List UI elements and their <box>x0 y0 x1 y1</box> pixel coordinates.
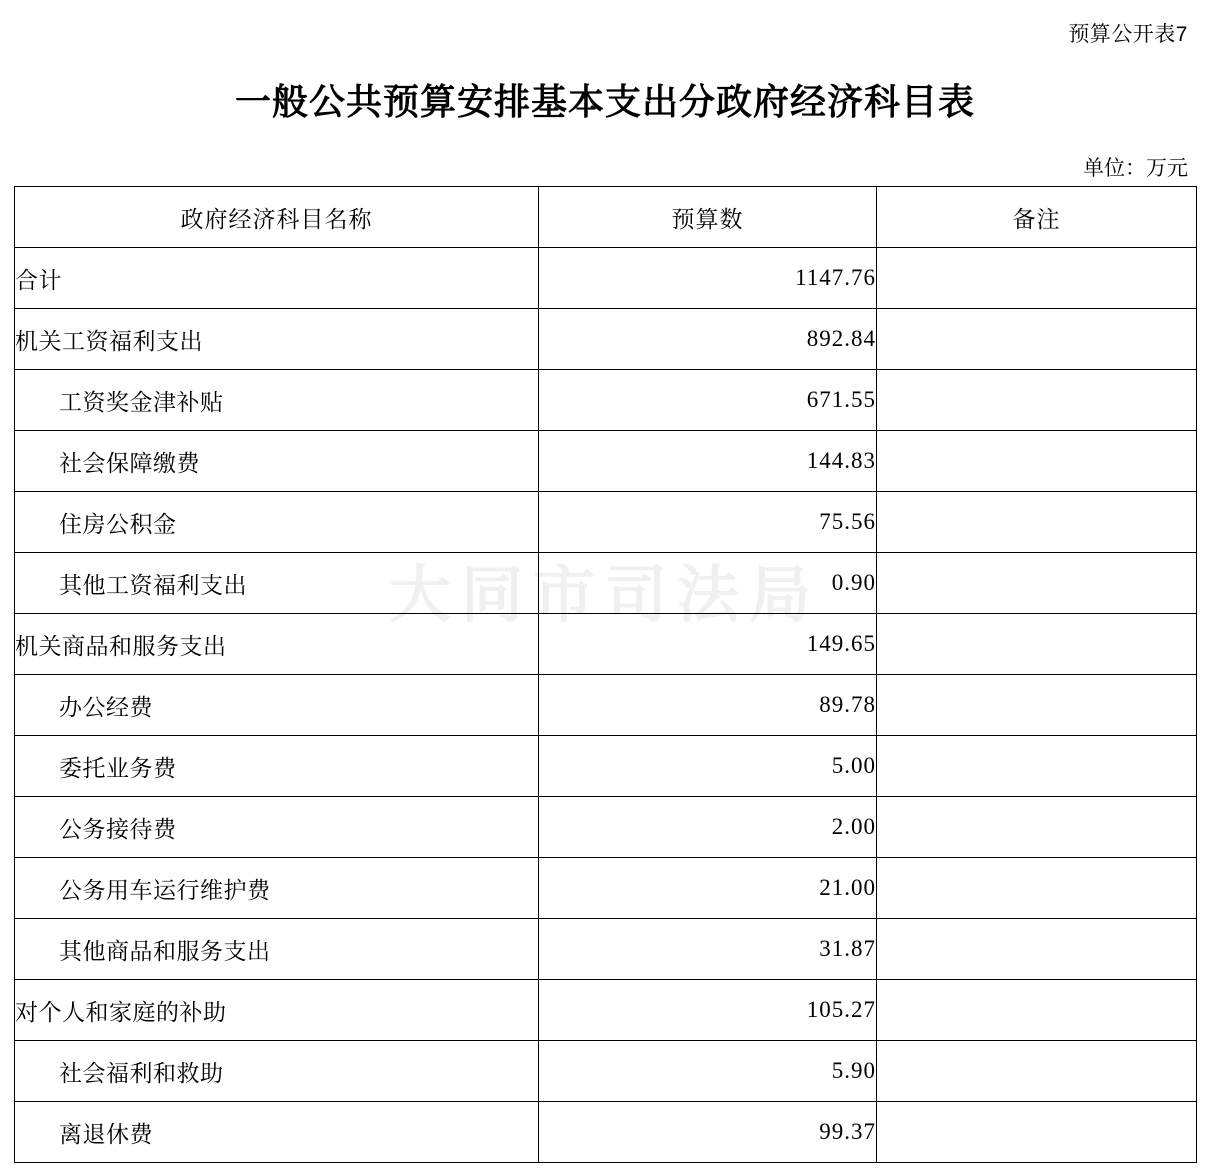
table-row <box>15 431 1197 492</box>
table-row <box>15 370 1197 431</box>
cell-subject-name: 社会保障缴费 <box>15 431 539 492</box>
table-row <box>15 1102 1197 1163</box>
cell-subject-name: 住房公积金 <box>15 492 539 553</box>
cell-subject-name: 其他工资福利支出 <box>15 553 539 614</box>
cell-budget-amount: 89.78 <box>539 675 877 736</box>
table-header-row <box>15 187 1197 248</box>
cell-remark <box>877 492 1197 553</box>
cell-remark <box>877 675 1197 736</box>
cell-remark <box>877 736 1197 797</box>
cell-budget-amount: 21.00 <box>539 858 877 919</box>
watermark: 大同市司法局 <box>388 562 821 630</box>
cell-budget-amount: 99.37 <box>539 1102 877 1163</box>
cell-subject-name: 其他商品和服务支出 <box>15 919 539 980</box>
cell-subject-name: 办公经费 <box>15 675 539 736</box>
cell-budget-amount: 671.55 <box>539 370 877 431</box>
cell-remark <box>877 797 1197 858</box>
table-row <box>15 1041 1197 1102</box>
column-header-amount: 预算数 <box>539 187 877 248</box>
cell-budget-amount: 31.87 <box>539 919 877 980</box>
cell-remark <box>877 980 1197 1041</box>
cell-budget-amount: 0.90 <box>539 553 877 614</box>
cell-remark <box>877 614 1197 675</box>
cell-remark <box>877 919 1197 980</box>
budget-table <box>14 186 1197 1163</box>
cell-budget-amount: 892.84 <box>539 309 877 370</box>
column-header-remark: 备注 <box>877 187 1197 248</box>
cell-remark <box>877 370 1197 431</box>
cell-budget-amount: 5.00 <box>539 736 877 797</box>
cell-subject-name: 离退休费 <box>15 1102 539 1163</box>
cell-budget-amount: 1147.76 <box>539 248 877 309</box>
cell-budget-amount: 149.65 <box>539 614 877 675</box>
cell-subject-name: 社会福利和救助 <box>15 1041 539 1102</box>
table-row <box>15 492 1197 553</box>
cell-remark <box>877 553 1197 614</box>
budget-table-body <box>15 248 1197 1163</box>
document-number: 预算公开表7 <box>1068 23 1188 46</box>
table-row <box>15 248 1197 309</box>
cell-budget-amount: 75.56 <box>539 492 877 553</box>
table-row <box>15 675 1197 736</box>
page-title: 一般公共预算安排基本支出分政府经济科目表 <box>234 82 975 122</box>
cell-remark <box>877 309 1197 370</box>
cell-budget-amount: 2.00 <box>539 797 877 858</box>
cell-remark <box>877 1041 1197 1102</box>
cell-subject-name: 公务接待费 <box>15 797 539 858</box>
cell-subject-name: 对个人和家庭的补助 <box>15 980 539 1041</box>
table-row <box>15 553 1197 614</box>
budget-table-container <box>14 186 1196 1163</box>
cell-budget-amount: 105.27 <box>539 980 877 1041</box>
cell-subject-name: 机关工资福利支出 <box>15 309 539 370</box>
cell-remark <box>877 248 1197 309</box>
table-row <box>15 919 1197 980</box>
table-row <box>15 736 1197 797</box>
table-row <box>15 797 1197 858</box>
table-row <box>15 980 1197 1041</box>
cell-remark <box>877 431 1197 492</box>
unit-label: 单位：万元 <box>1083 156 1188 180</box>
table-row <box>15 309 1197 370</box>
cell-remark <box>877 1102 1197 1163</box>
cell-subject-name: 工资奖金津补贴 <box>15 370 539 431</box>
cell-subject-name: 公务用车运行维护费 <box>15 858 539 919</box>
table-row <box>15 858 1197 919</box>
cell-remark <box>877 858 1197 919</box>
cell-subject-name: 委托业务费 <box>15 736 539 797</box>
table-row <box>15 614 1197 675</box>
column-header-name: 政府经济科目名称 <box>15 187 539 248</box>
cell-subject-name: 机关商品和服务支出 <box>15 614 539 675</box>
cell-budget-amount: 144.83 <box>539 431 877 492</box>
cell-budget-amount: 5.90 <box>539 1041 877 1102</box>
cell-subject-name: 合计 <box>15 248 539 309</box>
